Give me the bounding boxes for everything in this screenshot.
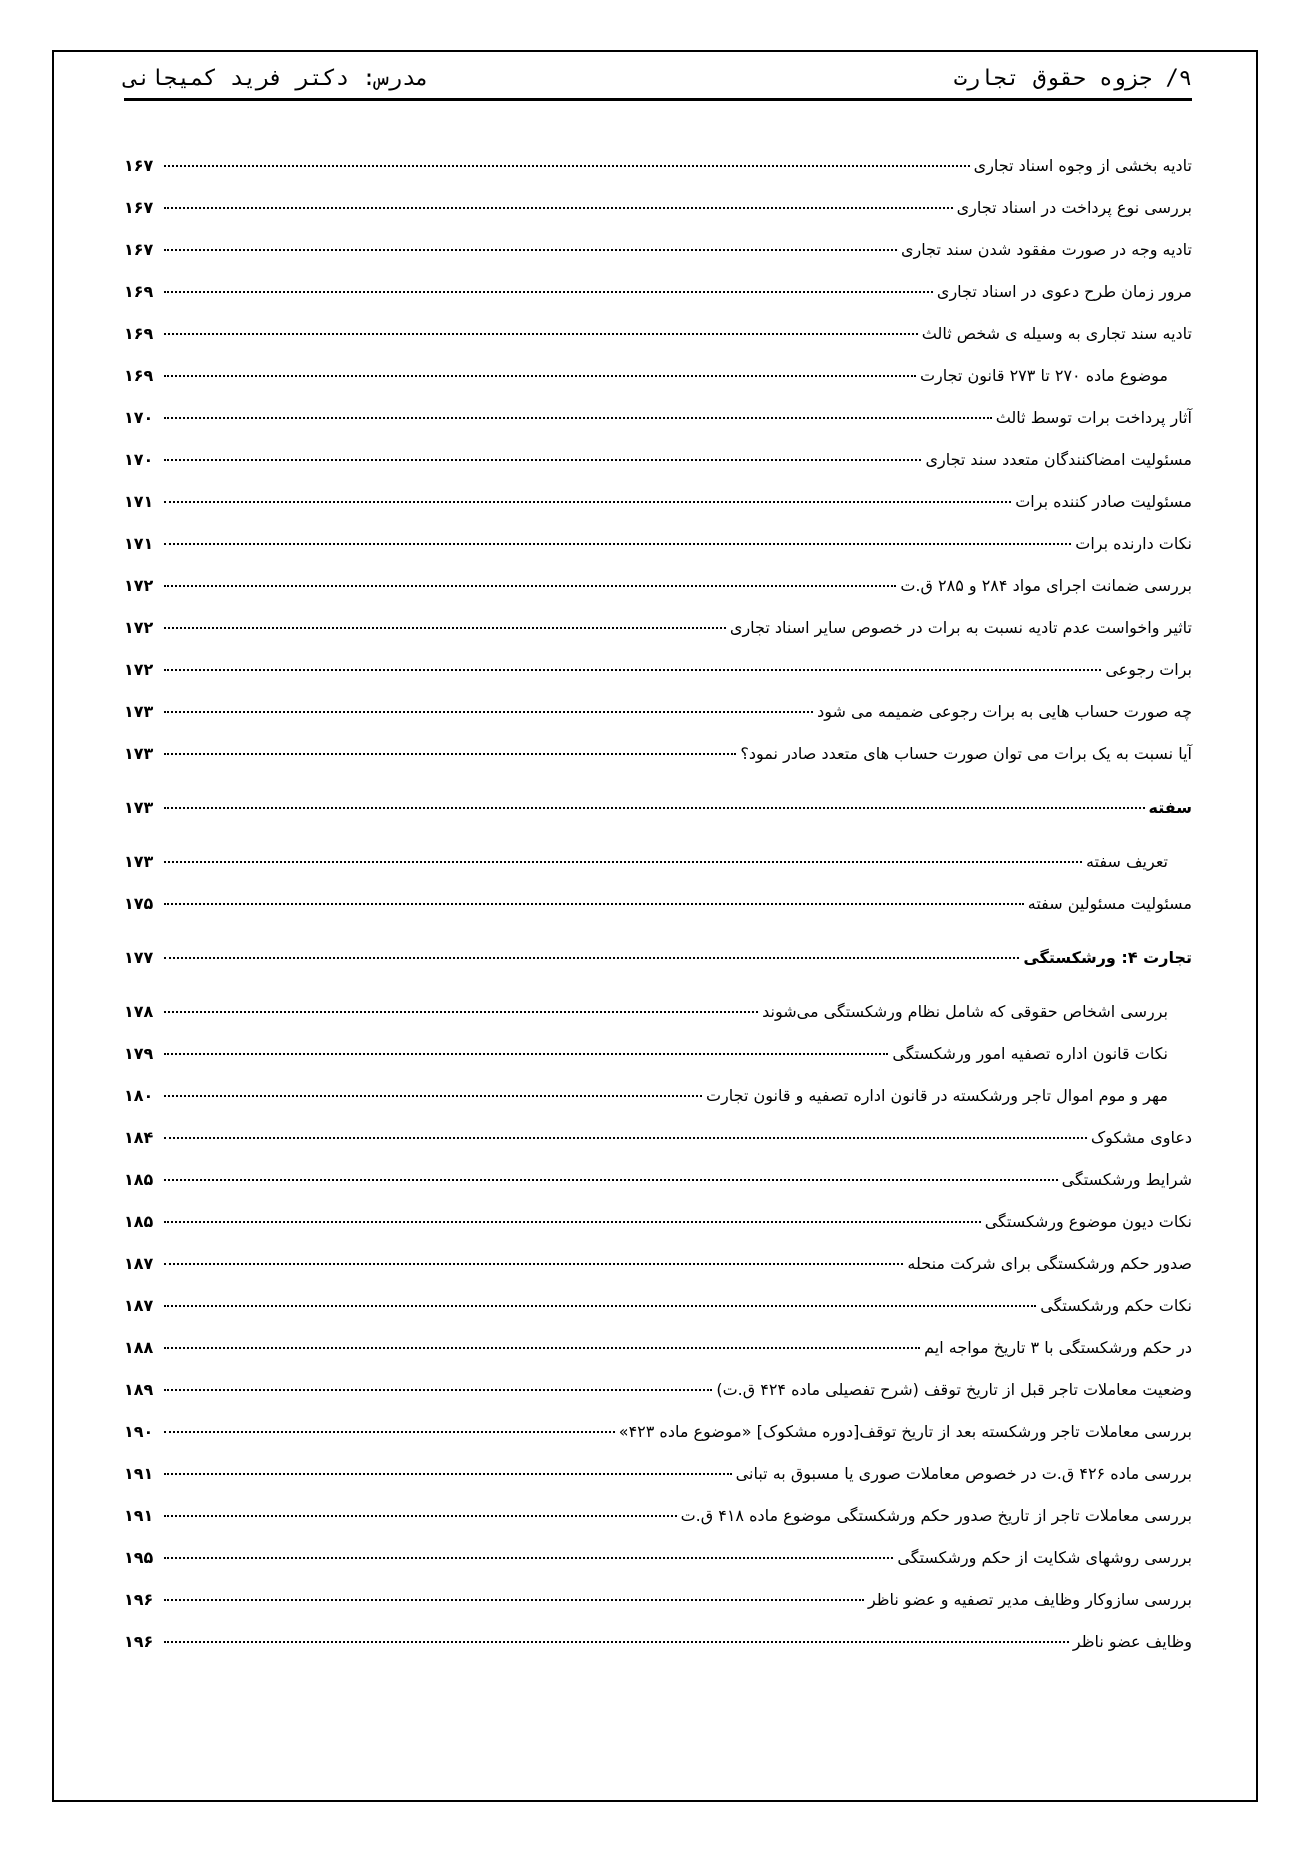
toc-entry-title: آیا نسبت به یک برات می توان صورت حساب های متعدد صادر نمود؟ xyxy=(740,744,1192,763)
toc-entry-page-number: ۱۶۹ xyxy=(124,282,154,301)
toc-dot-leader xyxy=(164,1641,1069,1643)
toc-entry xyxy=(124,1590,1192,1632)
toc-entry-title: دعاوی مشکوک xyxy=(1090,1128,1192,1147)
toc-entry-page-number: ۱۷۲ xyxy=(124,660,154,679)
toc-entry xyxy=(124,534,1192,576)
page-header xyxy=(124,62,1192,101)
toc-entry-title: مسئولیت امضاکنندگان متعدد سند تجاری xyxy=(925,450,1192,469)
toc-dot-leader xyxy=(164,753,736,755)
toc-entry xyxy=(124,1128,1192,1170)
toc-entry-title: تاثیر واخواست عدم تادیه نسبت به برات در خصوص سایر اسناد تجاری xyxy=(729,618,1192,637)
toc-entry xyxy=(124,1632,1192,1674)
toc-entry-page-number: ۱۶۷ xyxy=(124,240,154,259)
header-instructor: مدرس: دکتر فرید کمیجانی xyxy=(124,66,429,91)
toc-entry-title: سفته xyxy=(1148,798,1192,817)
toc-entry-title: بررسی نوع پرداخت در اسناد تجاری xyxy=(956,198,1192,217)
toc-entry xyxy=(124,1296,1192,1338)
toc-entry-page-number: ۱۶۷ xyxy=(124,198,154,217)
toc-dot-leader xyxy=(164,861,1082,863)
toc-entry-title: تادیه وجه در صورت مفقود شدن سند تجاری xyxy=(900,240,1192,259)
toc-entry-title: تجارت ۴: ورشکستگی xyxy=(1023,948,1192,967)
toc-entry-title: شرایط ورشکستگی xyxy=(1061,1170,1192,1189)
toc-entry-page-number: ۱۸۴ xyxy=(124,1128,154,1147)
toc-entry-title: تادیه بخشی از وجوه اسناد تجاری xyxy=(973,156,1192,175)
toc-dot-leader xyxy=(164,1221,981,1223)
toc-entry-title: چه صورت حساب هایی به برات رجوعی ضمیمه می شود xyxy=(817,702,1192,721)
toc-dot-leader xyxy=(164,1557,893,1559)
toc-entry-page-number: ۱۷۸ xyxy=(124,1002,154,1021)
toc-entry-page-number: ۱۷۳ xyxy=(124,798,154,817)
toc-entry-title: وظایف عضو ناظر xyxy=(1072,1632,1192,1651)
toc-entry xyxy=(124,492,1192,534)
toc-entry-page-number: ۱۶۹ xyxy=(124,324,154,343)
toc-entry-title: تعریف سفته xyxy=(1085,852,1168,871)
toc-entry-title: نکات حکم ورشکستگی xyxy=(1040,1296,1192,1315)
toc-dot-leader xyxy=(164,669,1101,671)
toc-entry-title: در حکم ورشکستگی با ۳ تاریخ مواجه ایم xyxy=(924,1338,1192,1357)
toc-entry-page-number: ۱۷۵ xyxy=(124,894,154,913)
toc-entry-title: آثار پرداخت برات توسط ثالث xyxy=(995,408,1192,427)
toc-dot-leader xyxy=(164,957,1019,959)
toc-entry xyxy=(124,1464,1192,1506)
toc-dot-leader xyxy=(164,165,970,167)
toc-entry-title: تادیه سند تجاری به وسیله ی شخص ثالث xyxy=(921,324,1192,343)
toc-entry xyxy=(124,1002,1192,1044)
toc-entry-page-number: ۱۶۹ xyxy=(124,366,154,385)
toc-entry xyxy=(124,282,1192,324)
toc-dot-leader xyxy=(164,1431,615,1433)
toc-dot-leader xyxy=(164,1011,758,1013)
toc-dot-leader xyxy=(164,291,933,293)
toc-dot-leader xyxy=(164,417,992,419)
toc-dot-leader xyxy=(164,1305,1036,1307)
toc-entry-page-number: ۱۶۷ xyxy=(124,156,154,175)
toc-entry-page-number: ۱۹۶ xyxy=(124,1632,154,1651)
toc-entry xyxy=(124,1380,1192,1422)
table-of-contents xyxy=(124,156,1192,1674)
toc-entry-page-number: ۱۷۳ xyxy=(124,852,154,871)
toc-entry-title: نکات دارنده برات xyxy=(1075,534,1192,553)
toc-entry xyxy=(124,1170,1192,1212)
header-title: ۹/ جزوه حقوق تجارت xyxy=(953,66,1192,91)
toc-entry xyxy=(124,576,1192,618)
toc-entry-page-number: ۱۸۰ xyxy=(124,1086,154,1105)
toc-entry-page-number: ۱۷۹ xyxy=(124,1044,154,1063)
toc-entry-title: نکات دیون موضوع ورشکستگی xyxy=(984,1212,1192,1231)
toc-entry xyxy=(124,1044,1192,1086)
toc-entry-page-number: ۱۸۹ xyxy=(124,1380,154,1399)
toc-entry xyxy=(124,1086,1192,1128)
toc-entry xyxy=(124,660,1192,702)
toc-entry-title: بررسی معاملات تاجر ورشکسته بعد از تاریخ توقف[دوره مشکوک] «موضوع ماده ۴۲۳» xyxy=(618,1422,1192,1441)
toc-dot-leader xyxy=(164,627,726,629)
toc-entry-page-number: ۱۹۶ xyxy=(124,1590,154,1609)
toc-entry-title: مهر و موم اموال تاجر ورشکسته در قانون اداره تصفیه و قانون تجارت xyxy=(705,1086,1168,1105)
toc-entry xyxy=(124,324,1192,366)
toc-entry xyxy=(124,894,1192,936)
toc-entry-page-number: ۱۸۵ xyxy=(124,1170,154,1189)
toc-entry xyxy=(124,450,1192,492)
toc-dot-leader xyxy=(164,249,897,251)
toc-dot-leader xyxy=(164,903,1024,905)
toc-dot-leader xyxy=(164,501,1011,503)
toc-entry-page-number: ۱۹۰ xyxy=(124,1422,154,1441)
toc-dot-leader xyxy=(164,207,953,209)
toc-entry-title: مرور زمان طرح دعوی در اسناد تجاری xyxy=(936,282,1192,301)
toc-entry-page-number: ۱۷۳ xyxy=(124,702,154,721)
toc-entry-title: برات رجوعی xyxy=(1105,660,1192,679)
toc-entry-title: بررسی ماده ۴۲۶ ق.ت در خصوص معاملات صوری یا مسبوق به تبانی xyxy=(735,1464,1192,1483)
toc-entry xyxy=(124,1338,1192,1380)
toc-dot-leader xyxy=(164,1263,903,1265)
toc-entry xyxy=(124,1254,1192,1296)
toc-entry-page-number: ۱۸۸ xyxy=(124,1338,154,1357)
toc-entry xyxy=(124,408,1192,450)
toc-entry-title: وضعیت معاملات تاجر قبل از تاریخ توقف (شرح تفصیلی ماده ۴۲۴ ق.ت) xyxy=(716,1380,1192,1399)
toc-dot-leader xyxy=(164,1515,677,1517)
toc-entry-page-number: ۱۷۱ xyxy=(124,534,154,553)
toc-entry xyxy=(124,198,1192,240)
toc-entry-page-number: ۱۹۵ xyxy=(124,1548,154,1567)
toc-entry-page-number: ۱۸۷ xyxy=(124,1296,154,1315)
toc-dot-leader xyxy=(164,1347,920,1349)
toc-entry-title: بررسی اشخاص حقوقی که شامل نظام ورشکستگی می‌شوند xyxy=(762,1002,1168,1021)
toc-entry-page-number: ۱۷۷ xyxy=(124,948,154,967)
toc-entry-page-number: ۱۷۰ xyxy=(124,450,154,469)
toc-entry xyxy=(124,852,1192,894)
toc-entry-title: نکات قانون اداره تصفیه امور ورشکستگی xyxy=(892,1044,1168,1063)
toc-entry-title: موضوع ماده ۲۷۰ تا ۲۷۳ قانون تجارت xyxy=(919,366,1168,385)
toc-dot-leader xyxy=(164,1095,702,1097)
toc-dot-leader xyxy=(164,375,916,377)
toc-dot-leader xyxy=(164,1179,1058,1181)
toc-dot-leader xyxy=(164,459,921,461)
toc-entry-title: بررسی معاملات تاجر از تاریخ صدور حکم ورشکستگی موضوع ماده ۴۱۸ ق.ت xyxy=(680,1506,1192,1525)
toc-entry-title: بررسی ضمانت اجرای مواد ۲۸۴ و ۲۸۵ ق.ت xyxy=(900,576,1192,595)
toc-entry-page-number: ۱۷۲ xyxy=(124,576,154,595)
toc-entry-page-number: ۱۸۵ xyxy=(124,1212,154,1231)
toc-dot-leader xyxy=(164,543,1071,545)
toc-entry-page-number: ۱۹۱ xyxy=(124,1464,154,1483)
toc-dot-leader xyxy=(164,1389,712,1391)
toc-dot-leader xyxy=(164,1599,864,1601)
toc-entry xyxy=(124,948,1192,990)
toc-entry xyxy=(124,618,1192,660)
toc-entry-page-number: ۱۷۳ xyxy=(124,744,154,763)
toc-entry xyxy=(124,240,1192,282)
toc-dot-leader xyxy=(164,333,918,335)
toc-entry xyxy=(124,744,1192,786)
toc-entry-page-number: ۱۸۷ xyxy=(124,1254,154,1273)
toc-dot-leader xyxy=(164,711,813,713)
toc-entry xyxy=(124,1212,1192,1254)
toc-entry xyxy=(124,1422,1192,1464)
toc-entry xyxy=(124,366,1192,408)
toc-entry xyxy=(124,1548,1192,1590)
toc-dot-leader xyxy=(164,1053,888,1055)
toc-entry-title: بررسی سازوکار وظایف مدیر تصفیه و عضو ناظر xyxy=(867,1590,1192,1609)
toc-entry-page-number: ۱۷۲ xyxy=(124,618,154,637)
toc-dot-leader xyxy=(164,1137,1087,1139)
toc-entry-title: مسئولیت صادر کننده برات xyxy=(1015,492,1192,511)
toc-entry-page-number: ۱۹۱ xyxy=(124,1506,154,1525)
toc-entry xyxy=(124,702,1192,744)
toc-entry-title: مسئولیت مسئولین سفته xyxy=(1027,894,1192,913)
toc-entry xyxy=(124,798,1192,840)
toc-dot-leader xyxy=(164,1473,732,1475)
toc-entry xyxy=(124,156,1192,198)
toc-dot-leader xyxy=(164,585,896,587)
toc-entry-title: بررسی روشهای شکایت از حکم ورشکستگی xyxy=(897,1548,1192,1567)
toc-entry-title: صدور حکم ورشکستگی برای شرکت منحله xyxy=(907,1254,1192,1273)
toc-entry-page-number: ۱۷۰ xyxy=(124,408,154,427)
toc-entry xyxy=(124,1506,1192,1548)
toc-entry-page-number: ۱۷۱ xyxy=(124,492,154,511)
toc-dot-leader xyxy=(164,807,1145,809)
